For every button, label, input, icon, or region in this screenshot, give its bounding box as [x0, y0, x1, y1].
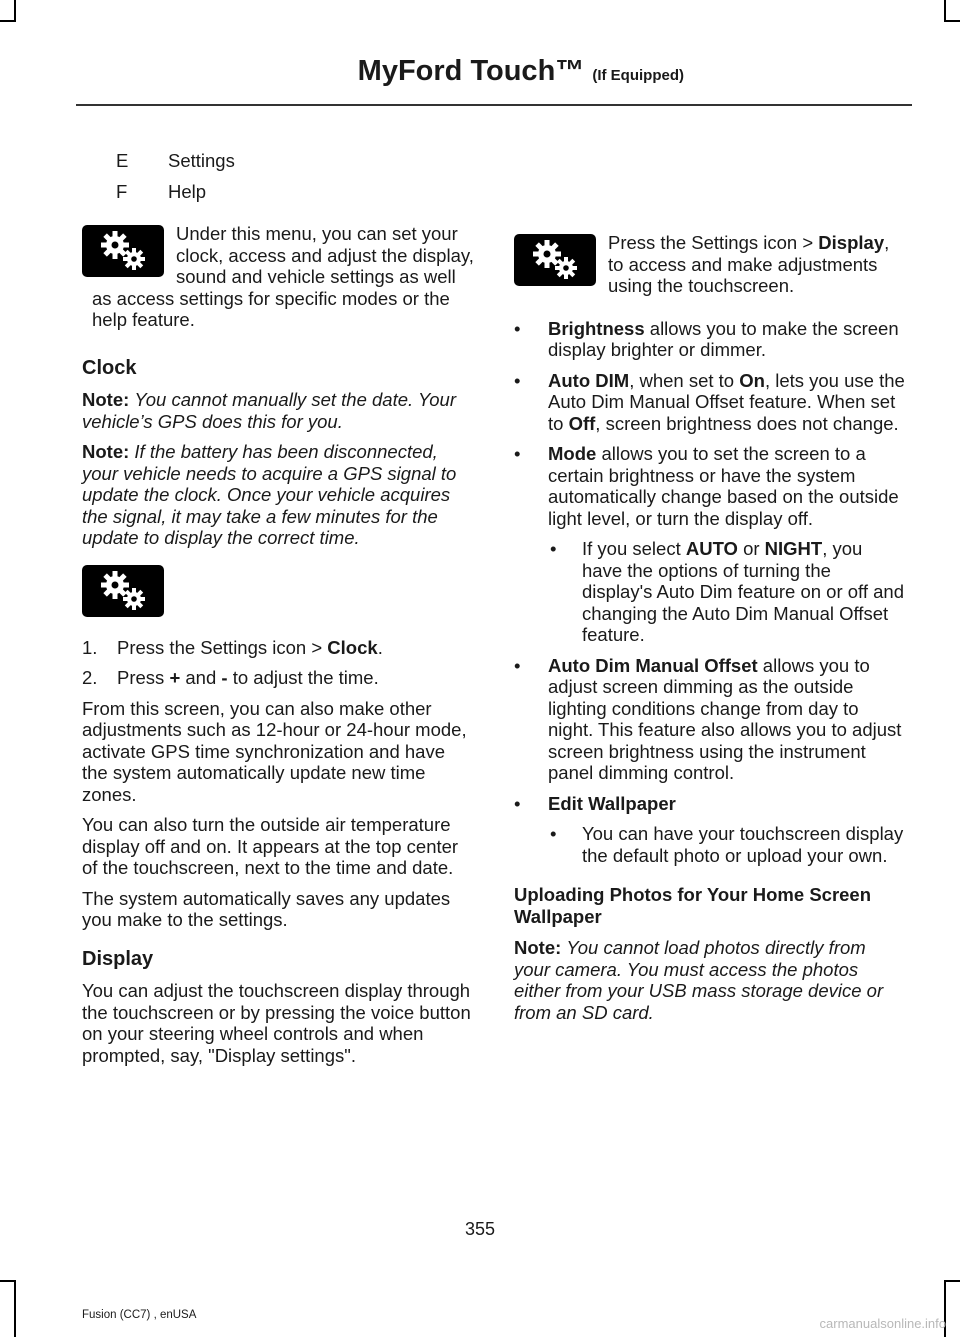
- bullet-glyph: •: [550, 823, 557, 844]
- paragraph: You can also turn the outside air temperature display off and on. It appears at the top center of the touchscreen, next to the time and date.: [82, 814, 459, 878]
- text-part: If you select: [582, 538, 686, 559]
- text-part: , screen brightness does not change.: [595, 412, 899, 434]
- text-part: , when set to: [629, 369, 740, 391]
- footer-text: Fusion (CC7) , enUSA: [82, 1309, 197, 1321]
- note-clock-date: [82, 389, 474, 432]
- list-key: E: [116, 150, 129, 171]
- text-bold: Edit Wallpaper: [548, 792, 676, 814]
- display-heading: Display: [82, 947, 154, 970]
- paragraph: You can adjust the touchscreen display through the touchscreen or by pressing the voice button on your steering wheel controls and when prompted, say, "Display settings".: [82, 980, 471, 1066]
- note-label: Note:: [514, 937, 562, 958]
- bullet-glyph: •: [514, 443, 521, 464]
- text-part: , to access and make adjustments using the touchscreen.: [608, 232, 890, 296]
- clock-heading: Clock: [82, 356, 137, 379]
- step-text-bold: +: [169, 667, 181, 688]
- step-text-part: .: [377, 636, 383, 658]
- settings-icon-box: [82, 225, 164, 277]
- bullet-text: [548, 443, 906, 529]
- crop-mark: [14, 0, 16, 22]
- note-text: You cannot load photos directly from your camera. You must access the photos either from your USB mass storage device or from an SD card.: [514, 937, 884, 1023]
- header-rule: [76, 104, 912, 106]
- bullet-text: [548, 370, 906, 435]
- step-text: [117, 637, 383, 659]
- text-part: allows you to adjust screen dimming as the outside lighting conditions change from day to night. This feature also allows you to adjust screen brightness using the instrument panel dimming control.: [548, 654, 902, 783]
- text-part: allows you to set the screen to a certain brightness or have the system automatically change based on the outside light level, or turn the display off.: [548, 443, 899, 529]
- page-number: 355: [464, 1219, 496, 1239]
- crop-mark: [14, 1280, 16, 1337]
- step-text-part: Press the Settings icon >: [117, 636, 328, 658]
- bullet-text: [582, 538, 906, 646]
- settings-icon-box: [82, 565, 164, 617]
- bullet-item: [514, 318, 906, 361]
- text-bold: Display: [818, 232, 885, 253]
- watermark: carmanualsonline.info: [819, 1316, 946, 1331]
- crop-mark: [0, 1280, 16, 1282]
- upload-heading: Uploading Photos for Your Home Screen Wallpaper: [514, 884, 872, 927]
- sub-bullet-item: [514, 538, 906, 646]
- bullet-glyph: •: [550, 538, 557, 559]
- note-text: You cannot manually set the date. Your vehicle’s GPS does this for you.: [82, 389, 457, 432]
- settings-icon-figure: [82, 565, 474, 617]
- step-text-bold: Clock: [327, 636, 378, 658]
- settings-icon-box: [514, 234, 596, 286]
- crop-mark: [944, 1280, 960, 1282]
- text-part: Press the Settings icon >: [608, 232, 819, 253]
- step-text: [117, 667, 379, 689]
- text-bold: Off: [568, 412, 596, 434]
- bullet-glyph: •: [514, 317, 521, 339]
- paragraph: The system automatically saves any updates you make to the settings.: [82, 887, 451, 930]
- step-item: [82, 637, 474, 659]
- bullet-item: [514, 655, 906, 784]
- right-column: [514, 232, 906, 1032]
- text-bold: AUTO: [685, 538, 738, 559]
- text-part: , lets you use the Auto Dim Manual Offset feature. When set to: [548, 369, 905, 434]
- text-bold: Auto Dim Manual Offset: [548, 654, 758, 676]
- text-bold: NIGHT: [764, 538, 823, 559]
- settings-gears-icon: [93, 569, 153, 613]
- list-item: [0, 181, 474, 203]
- list-key: F: [116, 180, 128, 202]
- step-text-part: Press: [117, 667, 170, 688]
- step-item: [82, 667, 474, 689]
- text-bold: On: [739, 369, 765, 391]
- bullet-text: [548, 793, 906, 815]
- crop-mark: [944, 0, 946, 22]
- bullet-glyph: •: [514, 654, 521, 676]
- note-text: If the battery has been disconnected, your vehicle needs to acquire a GPS signal to update the clock. Once your vehicle acquires the signal, it may take a few minutes for the update to display the correct time.: [82, 441, 457, 548]
- settings-icon-figure: [82, 225, 164, 277]
- step-number: 2.: [82, 667, 98, 688]
- text-part: allows you to make the screen display brighter or dimmer.: [548, 317, 899, 360]
- text-part: , you have the options of turning the display's Auto Dim feature on or off and changing the Auto Dim Manual Offset feature.: [582, 538, 904, 645]
- page-header: [200, 55, 684, 88]
- note-battery: [82, 441, 474, 549]
- list-value: Help: [168, 180, 207, 202]
- bullet-item: [514, 793, 906, 815]
- crop-mark: [944, 20, 960, 22]
- step-number: 1.: [82, 636, 98, 658]
- paragraph: From this screen, you can also make other adjustments such as 12-hour or 24-hour mode, activate GPS time synchronization and have the system automatically update new time zones.: [82, 697, 467, 805]
- settings-gears-icon: [93, 229, 153, 273]
- header-title: MyFord Touch™: [357, 55, 585, 87]
- bullet-glyph: •: [514, 369, 521, 391]
- sub-bullet-item: [514, 823, 906, 866]
- note-label: Note:: [82, 389, 130, 410]
- step-text-part: to adjust the time.: [227, 667, 379, 688]
- list-item: [0, 150, 474, 172]
- bullet-item: [514, 443, 906, 529]
- note-upload: [514, 937, 906, 1023]
- crop-mark: [0, 20, 16, 22]
- list-value: Settings: [168, 150, 235, 171]
- bullet-item: [514, 370, 906, 435]
- text-bold: Mode: [548, 443, 597, 464]
- step-text-bold: -: [221, 667, 228, 688]
- bullet-text: [548, 318, 906, 361]
- text-bold: Brightness: [548, 317, 645, 339]
- bullet-text: You can have your touchscreen display the default photo or upload your own.: [582, 823, 904, 866]
- intro-paragraph: Under this menu, you can set your clock, access and adjust the display, sound and vehicle settings as well as access settings for specific modes or the help feature.: [92, 223, 474, 330]
- settings-icon-figure: [514, 234, 596, 286]
- settings-gears-icon: [525, 238, 585, 282]
- bullet-glyph: •: [514, 792, 521, 814]
- header-subtitle: (If Equipped): [592, 67, 684, 84]
- bullet-text: [548, 655, 906, 784]
- step-text-part: and: [180, 667, 222, 688]
- left-column: [82, 150, 474, 1075]
- note-label: Note:: [82, 441, 130, 462]
- text-bold: Auto DIM: [548, 369, 630, 391]
- text-part: or: [737, 538, 765, 559]
